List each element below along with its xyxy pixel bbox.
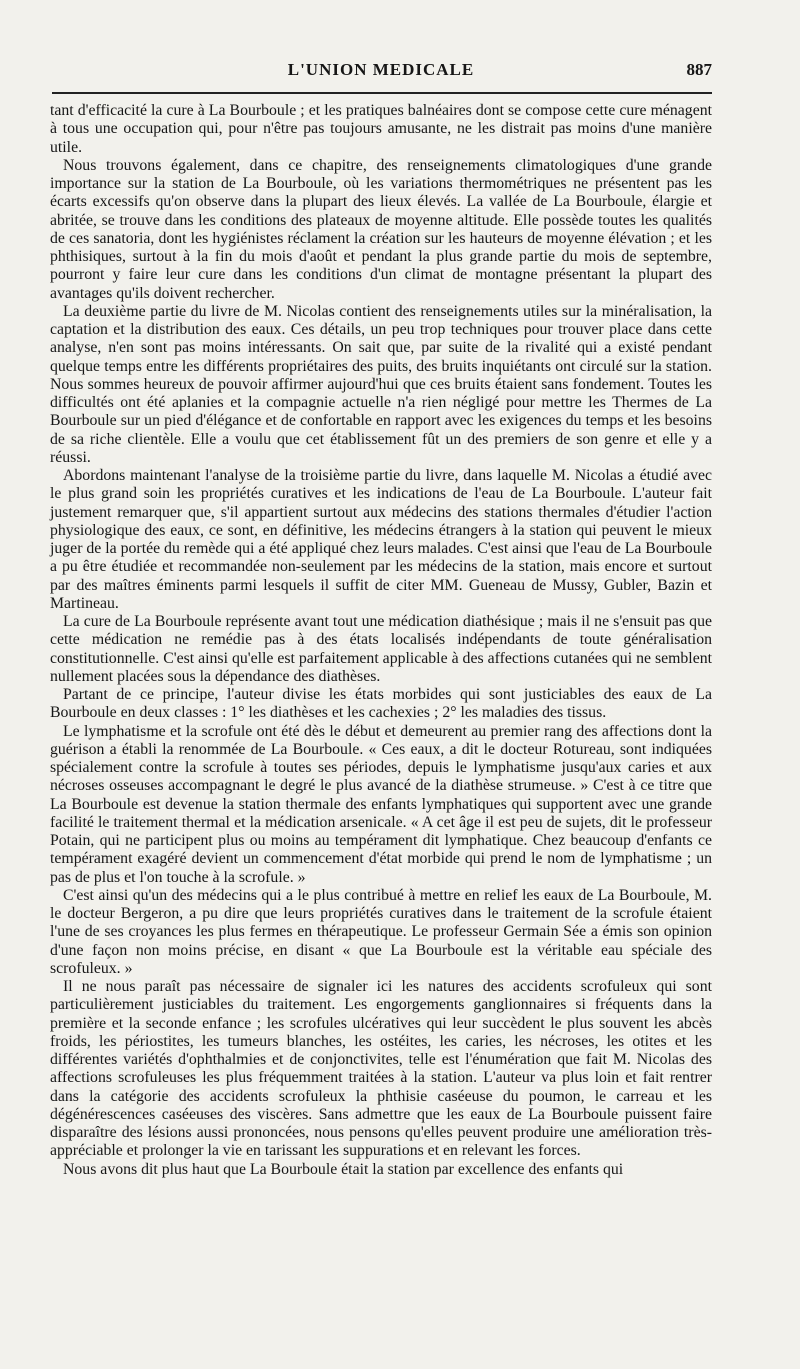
header-rule	[52, 92, 712, 94]
paragraph-4: Abordons maintenant l'analyse de la troisième partie du livre, dans laquelle M. Nicolas a étudié avec le plus grand soin les propriétés curatives et les indications de l'eau de La Bourboule. L'auteur fait justement remarquer que, s'il appartient surtout aux médecins des stations thermales d'étudier l'action physiologique des eaux, ce sont, en définitive, les médecins étrangers à la station qui peuvent le mieux juger de la portée du remède qui a été appliqué chez leurs malades. C'est ainsi que l'eau de La Bourboule a pu être étudiée et recommandée non-seulement par les médecins de la station, mais encore et surtout par des maîtres éminents parmi lesquels il suffit de citer MM. Gueneau de Mussy, Gubler, Bazin et Martineau.	[50, 467, 712, 612]
running-title: L'UNION MEDICALE	[287, 60, 475, 79]
paragraph-8: C'est ainsi qu'un des médecins qui a le plus contribué à mettre en relief les eaux de La Bourboule, M. le docteur Bergeron, a pu dire que leurs propriétés curatives dans le traitement de la scrofule étaient l'une de ses croyances les plus fermes en thérapeutique. Le professeur Germain Sée a émis son opinion d'une façon non moins précise, en disant « que La Bourboule est la véritable eau spéciale des scrofuleux. »	[50, 886, 712, 977]
page-header	[50, 0, 712, 92]
paragraph-9: Il ne nous paraît pas nécessaire de signaler ici les natures des accidents scrofuleux qui sont particulièrement justiciables du traitement. Les engorgements ganglionnaires si fréquents dans la première et la seconde enfance ; les scrofules ulcératives qui leur succèdent le plus souvent les abcès froids, les périostites, les tumeurs blanches, les ostéites, les caries, les nécroses, les otites et les différentes variétés d'ophthalmies et de conjonctivites, telle est l'énumération que fait M. Nicolas des affections scrofuleuses les plus fréquemment traitées à la station. L'auteur va plus loin et fait rentrer dans la catégorie des accidents scrofuleux la phthisie caséeuse du poumon, le carreau et les dégénérescences caséeuses des viscères. Sans admettre que les eaux de La Bourboule puissent faire disparaître des lésions aussi prononcées, nous pensons qu'elles peuvent produire une amélioration très-appréciable et prolonger la vie en tarissant les suppurations et en relevant les forces.	[50, 978, 712, 1160]
paragraph-5: La cure de La Bourboule représente avant tout une médication diathésique ; mais il ne s'ensuit pas que cette médication ne remédie pas à des états localisés indépendants de toute généralisation constitutionnelle. C'est ainsi qu'elle est parfaitement applicable à des affections cutanées qui ne semblent nullement placées sous la dépendance des diathèses.	[50, 613, 712, 685]
paragraph-2: Nous trouvons également, dans ce chapitre, des renseignements climatologiques d'une grande importance sur la station de La Bourboule, où les variations thermométriques ne présentent pas les écarts excessifs qu'on observe dans la plupart des lieux élevés. La vallée de La Bourboule, élargie et abritée, se trouve dans les conditions des plateaux de moyenne altitude. Elle possède toutes les qualités de ces sanatoria, dont les hygiénistes réclament la création sur les hauteurs de moyenne élévation ; et les phthisiques, surtout à la fin du mois d'août et pendant la plus grande partie du mois de septembre, pourront y faire leur cure dans les conditions d'un climat de montagne présentant la plupart des avantages qu'ils doivent rechercher.	[50, 156, 712, 302]
page-number: 887	[686, 60, 712, 79]
paragraph-10: Nous avons dit plus haut que La Bourboule était la station par excellence des enfants qui	[63, 1160, 624, 1178]
paragraph-1: tant d'efficacité la cure à La Bourboule ; et les pratiques balnéaires dont se compose cette cure ménagent à tous une occupation qui, pour n'être pas toujours amusante, ne les distrait pas moins d'une manière utile.	[50, 102, 712, 156]
paragraph-3: La deuxième partie du livre de M. Nicolas contient des renseignements utiles sur la minéralisation, la captation et la distribution des eaux. Ces détails, un peu trop techniques pour trouver place dans cette analyse, n'en sont pas moins intéressants. On sait que, par suite de la rivalité qui a existé pendant quelque temps entre les différents propriétaires des puits, des bruits inquiétants ont circulé sur la station. Nous sommes heureux de pouvoir affirmer aujourd'hui que ces bruits étaient sans fondement. Toutes les difficultés ont été aplanies et la compagnie actuelle n'a rien négligé pour mettre les Thermes de La Bourboule sur un pied d'élégance et de confortable en rapport avec les exigences du temps et les besoins de sa riche clientèle. Elle a voulu que cet établissement fût un des premiers de son genre et elle y a réussi.	[50, 302, 712, 466]
paragraph-6: Partant de ce principe, l'auteur divise les états morbides qui sont justiciables des eaux de La Bourboule en deux classes : 1° les diathèses et les cachexies ; 2° les maladies des tissus.	[50, 686, 712, 722]
paragraph-7: Le lymphatisme et la scrofule ont été dès le début et demeurent au premier rang des affections dont la guérison a établi la renommée de La Bourboule. « Ces eaux, a dit le docteur Rotureau, sont indiquées spécialement contre la scrofule à toutes ses périodes, depuis le lymphatisme jusqu'aux caries et aux nécroses osseuses accompagnant le degré le plus avancé de la diathèse strumeuse. » C'est à ce titre que La Bourboule est devenue la station thermale des enfants lymphatiques qui supportent avec une grande facilité le traitement thermal et la médication arsenicale. « A cet âge il est peu de sujets, dit le professeur Potain, qui ne participent plus ou moins au tempérament dit lymphatique. Chez beaucoup d'enfants ce tempérament exagéré devient un commencement d'état morbide qui prend le nom de lymphatisme ; un pas de plus et l'on touche à la scrofule. »	[50, 722, 712, 886]
article-body	[50, 92, 712, 1179]
